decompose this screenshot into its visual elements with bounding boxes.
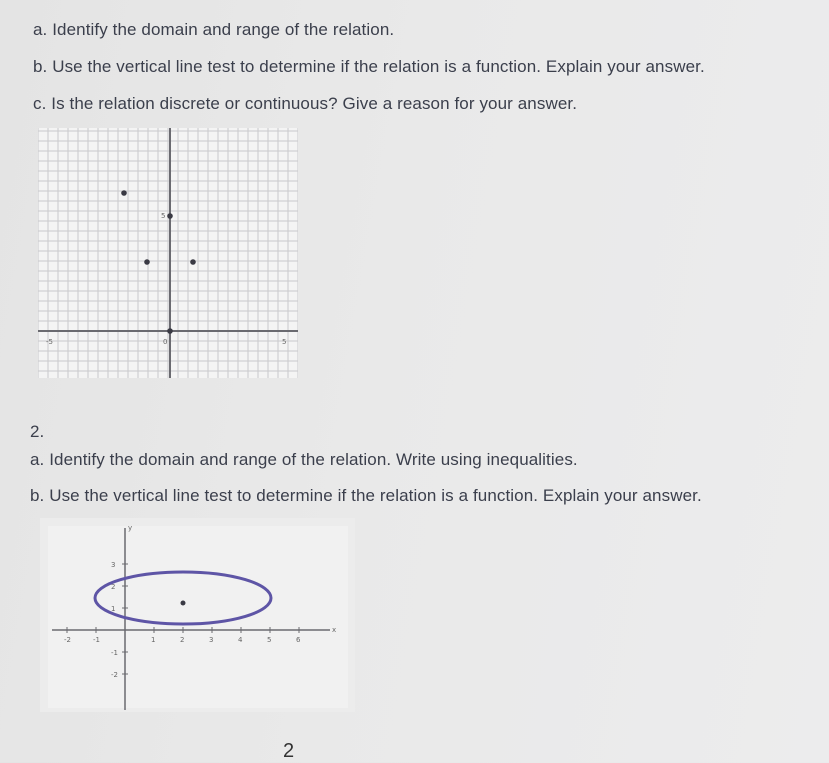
x-tick-label: 2 xyxy=(180,636,185,644)
data-point xyxy=(144,259,150,265)
data-point xyxy=(190,259,196,265)
x-tick-label: 4 xyxy=(238,636,243,644)
problem2-graph xyxy=(40,518,355,712)
x-tick-label: 1 xyxy=(151,636,156,644)
center-point xyxy=(181,601,186,606)
x-tick-label: 6 xyxy=(296,636,301,644)
x-tick-label: -5 xyxy=(46,338,53,346)
y-tick-label: 2 xyxy=(111,583,116,591)
problem1-part-c: c. Is the relation discrete or continuous? Give a reason for your answer. xyxy=(33,94,578,113)
y-axis-label: y xyxy=(128,524,133,532)
y-tick-label: -2 xyxy=(111,671,118,679)
problem2-part-b: b. Use the vertical line test to determine if the relation is a function. Explain your answer. xyxy=(30,486,702,505)
x-tick-label: -2 xyxy=(64,636,71,644)
problem2-part-a: a. Identify the domain and range of the relation. Write using inequalities. xyxy=(30,450,578,469)
x-tick-label: -1 xyxy=(93,636,100,644)
problem1-graph xyxy=(38,128,298,378)
data-point xyxy=(167,328,173,334)
problem1-part-a: a. Identify the domain and range of the relation. xyxy=(33,20,395,39)
x-tick-label: 5 xyxy=(282,338,287,346)
y-tick-label: 1 xyxy=(111,605,116,613)
y-tick-label: 5 xyxy=(161,212,166,220)
data-point xyxy=(167,213,173,219)
y-tick-label: 3 xyxy=(111,561,116,569)
page-number: 2 xyxy=(283,740,295,762)
x-tick-label: 5 xyxy=(267,636,272,644)
problem1-part-b: b. Use the vertical line test to determine if the relation is a function. Explain your answer. xyxy=(33,57,705,76)
x-tick-label: 0 xyxy=(163,338,168,346)
y-tick-label: -1 xyxy=(111,649,118,657)
data-point xyxy=(121,190,127,196)
x-axis-label: x xyxy=(332,626,337,634)
problem2-number: 2. xyxy=(30,422,45,441)
x-tick-label: 3 xyxy=(209,636,214,644)
